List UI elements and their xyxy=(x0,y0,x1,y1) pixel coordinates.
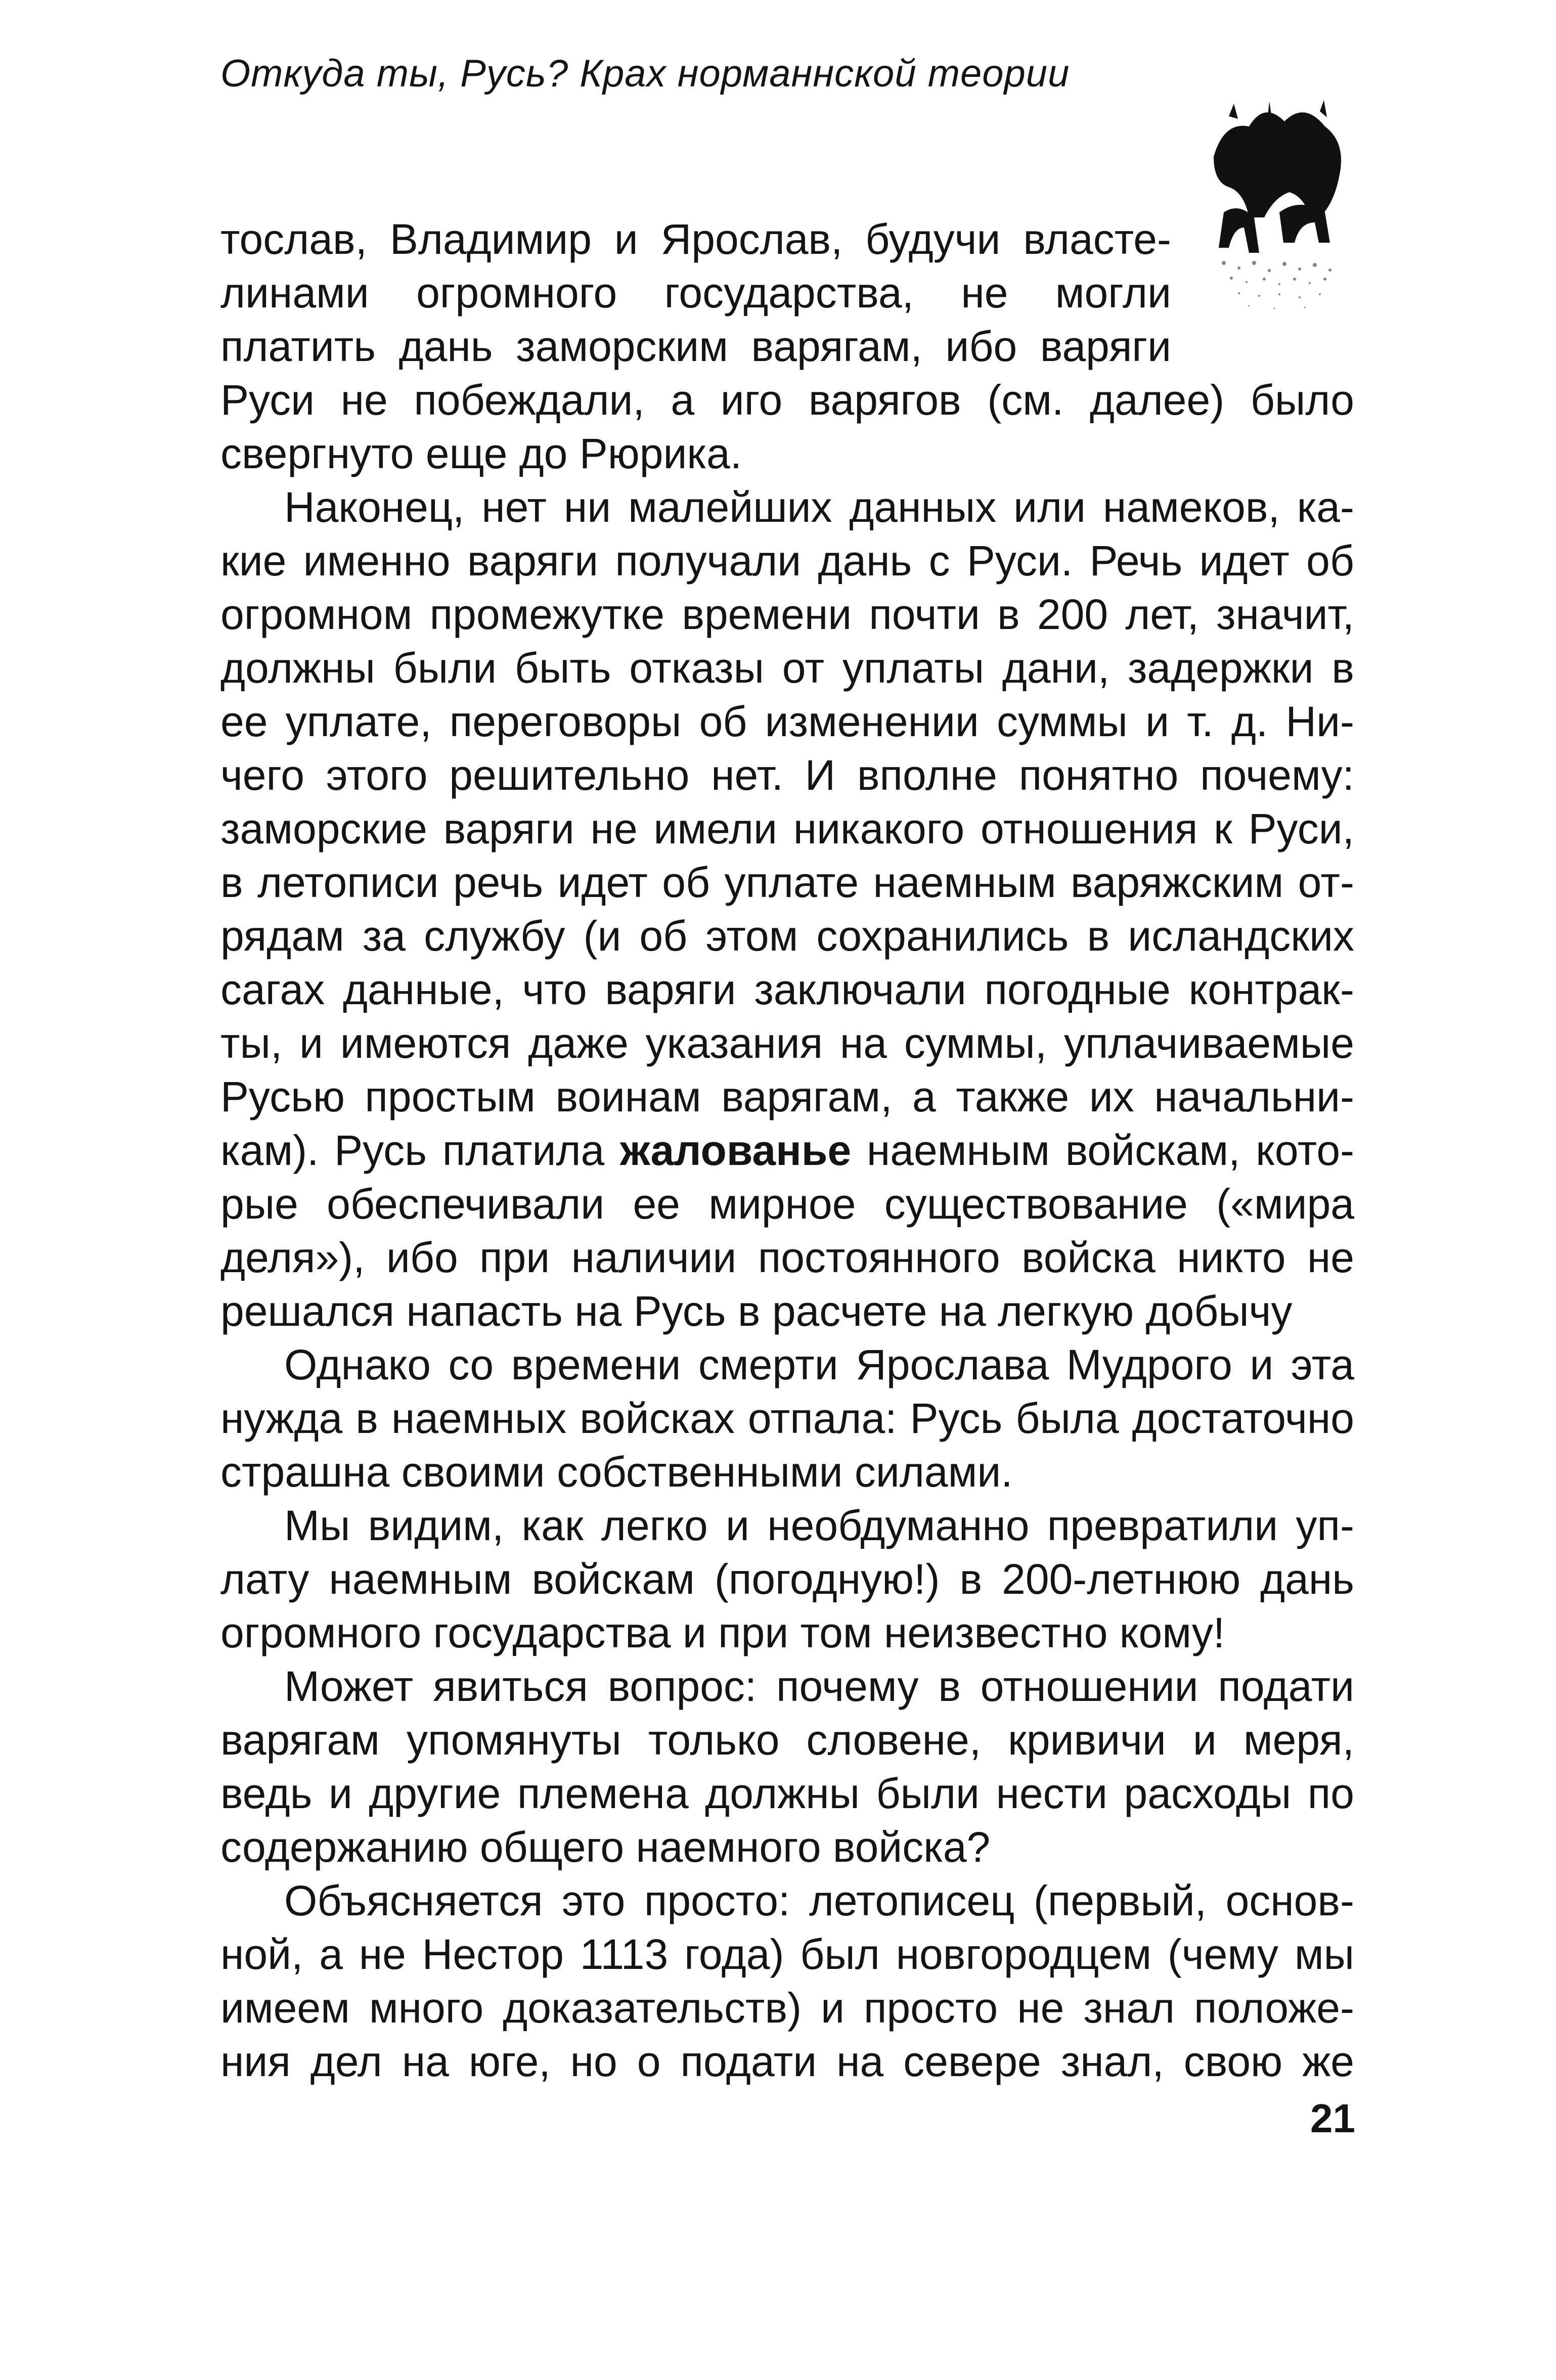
text-line: свергнуто еще до Рюрика. xyxy=(220,430,742,477)
text-line: в летописи речь идет об уплате наемным варяжским от- xyxy=(220,859,1354,906)
text-line: огромном промежутке времени почти в 200 лет, значит, xyxy=(220,591,1354,638)
text-line: Мы видим, как легко и необдуманно превратили уп- xyxy=(284,1502,1354,1549)
text-line: содержанию общего наемного войска? xyxy=(220,1823,991,1871)
text-line: решался напасть на Русь в расчете на легкую добычу xyxy=(220,1287,1293,1335)
text-line: Наконец, нет ни малейших данных или намеков, ка- xyxy=(284,483,1354,531)
text-line: имеем много доказательств) и просто не знал положе- xyxy=(220,1984,1354,2032)
text-line: варягам упомянуты только словене, кривичи и меря, xyxy=(220,1716,1354,1764)
text-line: линами огромного государства, не могли xyxy=(220,269,1171,317)
text-line: ты, и имеются даже указания на суммы, уплачиваемые xyxy=(220,1019,1354,1067)
text-line: ее уплате, переговоры об изменении суммы и т. д. Ни- xyxy=(220,698,1354,745)
text-line xyxy=(220,1124,1354,1177)
text-line: Однако со времени смерти Ярослава Мудрого и эта xyxy=(284,1341,1354,1388)
text-line: страшна своими собственными силами. xyxy=(220,1448,1013,1496)
emphasized-word: жалованье xyxy=(619,1127,852,1174)
text-line: тослав, Владимир и Ярослав, будучи власте- xyxy=(220,215,1171,263)
text-line: Русью простым воинам варягам, а также их начальни- xyxy=(220,1073,1354,1120)
text-line: Может явиться вопрос: почему в отношении подати xyxy=(284,1663,1354,1710)
page-number: 21 xyxy=(1310,2096,1355,2141)
text-line: огромного государства и при том неизвестно кому! xyxy=(220,1609,1225,1656)
text-line: чего этого решительно нет. И вполне понятно почему: xyxy=(220,751,1354,799)
text-line: ной, а не Нестор 1113 года) был новгородцем (чему мы xyxy=(220,1930,1354,1978)
text-line-part: наемным войскам, кото- xyxy=(851,1127,1355,1174)
text-line-part: кам). Русь платила xyxy=(220,1127,620,1174)
text-line: кие именно варяги получали дань с Руси. Речь идет об xyxy=(220,537,1354,585)
running-header: Откуда ты, Русь? Крах норманнской теории xyxy=(220,52,1070,95)
text-line: рые обеспечивали ее мирное существование («мира xyxy=(220,1180,1354,1228)
text-line: ведь и другие племена должны были нести расходы по xyxy=(220,1770,1354,1817)
text-line: должны были быть отказы от уплаты дани, задержки в xyxy=(220,644,1354,692)
text-line: сагах данные, что варяги заключали погодные контрак- xyxy=(220,966,1354,1013)
text-line: ния дел на юге, но о подати на севере знал, свою же xyxy=(220,2038,1354,2085)
text-line: лату наемным войскам (погодную!) в 200-летнюю дань xyxy=(220,1555,1354,1603)
text-line: заморские варяги не имели никакого отношения к Руси, xyxy=(220,805,1354,852)
text-line: Объясняется это просто: летописец (первый, основ- xyxy=(284,1877,1354,1924)
text-line: деля»), ибо при наличии постоянного войска никто не xyxy=(220,1234,1354,1281)
text-line: нужда в наемных войсках отпала: Русь была достаточно xyxy=(220,1395,1354,1442)
text-line: Руси не побеждали, а иго варягов (см. далее) было xyxy=(220,376,1354,424)
text-line: платить дань заморским варягам, ибо варяги xyxy=(220,323,1171,370)
text-line: рядам за службу (и об этом сохранились в исландских xyxy=(220,912,1354,960)
body-text xyxy=(220,212,1354,2088)
